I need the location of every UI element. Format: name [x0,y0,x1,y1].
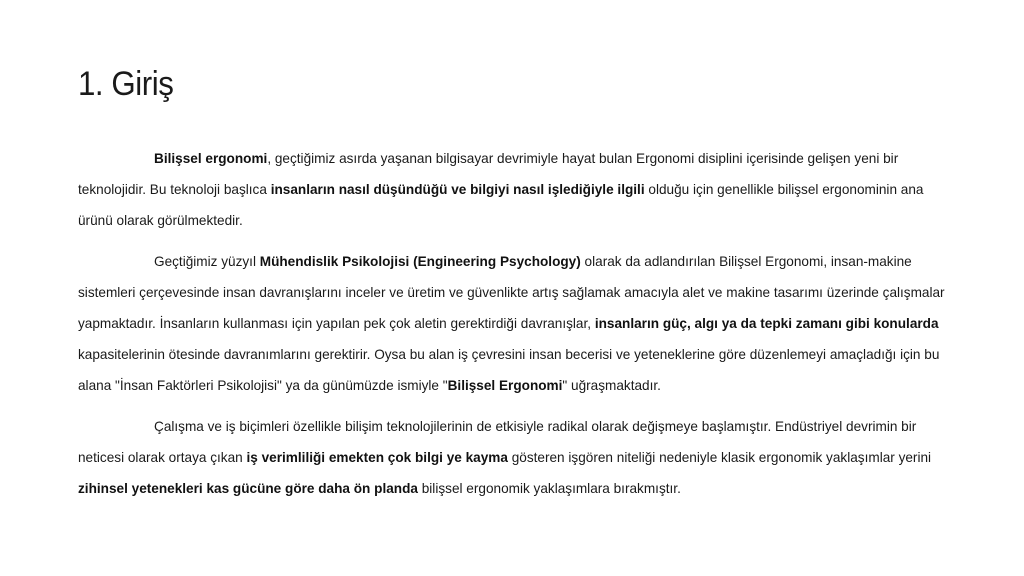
paragraph-bold-text: Bilişsel Ergonomi [447,378,563,393]
paragraph-text: bilişsel ergonomik yaklaşımlara bırakmıştır. [417,481,681,496]
paragraph-bold-text: zihinsel yetenekleri kas gücüne göre daha ön planda [78,481,418,496]
paragraph-text: olarak da adlandırılan Bilişsel Ergonomi, insan-makine sistemleri çerçevesinde insan davranışlarını inceler ve üretim ve güvenlikte artış sağlamak amacıyla alet ve makine tasarımı üzerinde çalışmalar yapmaktadır. İnsanların kullanması için yapılan pek çok aletin gerektirdiği davranışlar, [78,254,945,331]
paragraph [78,411,953,504]
paragraph-text: gösteren işgören niteliği nedeniyle klasik ergonomik yaklaşımlar yerini [507,450,932,465]
slide-content [78,143,953,514]
paragraph-bold-text: insanların nasıl düşündüğü ve bilgiyi nasıl işlediğiyle ilgili [270,182,645,197]
paragraph-text: Geçtiğimiz yüzyıl [154,254,260,269]
paragraph-text: " uğraşmaktadır. [562,378,661,393]
paragraph [78,246,953,401]
paragraph-text: olduğu için genellikle bilişsel ergonominin ana ürünü olarak görülmektedir. [78,182,924,228]
paragraph-text: Çalışma ve iş biçimleri özellikle bilişim teknolojilerinin de etkisiyle radikal olarak değişmeye başlamıştır. Endüstriyel devrimin bir neticesi olarak ortaya çıkan [78,419,917,465]
paragraph-text: , geçtiğimiz asırda yaşanan bilgisayar devrimiyle hayat bulan Ergonomi disiplini içerisinde gelişen yeni bir teknolojidir. Bu teknoloji başlıca [78,151,899,197]
paragraph [78,143,953,236]
slide-title: 1. Giriş [78,65,174,103]
paragraph-bold-text: insanların güç, algı ya da tepki zamanı gibi konularda [594,316,939,331]
paragraph-bold-text: iş verimliliği emekten çok bilgi ye kayma [246,450,508,465]
paragraph-bold-text: Bilişsel ergonomi [154,151,268,166]
paragraph-bold-text: Mühendislik Psikolojisi (Engineering Psychology) [259,254,581,269]
paragraph-text: kapasitelerinin ötesinde davranımlarını gerektirir. Oysa bu alan iş çevresini insan becerisi ve yeteneklerine göre düzenlemeyi amaçladığı için bu alana "İnsan Faktörleri Psikolojisi" ya da günümüzde ismiyle " [78,347,940,393]
